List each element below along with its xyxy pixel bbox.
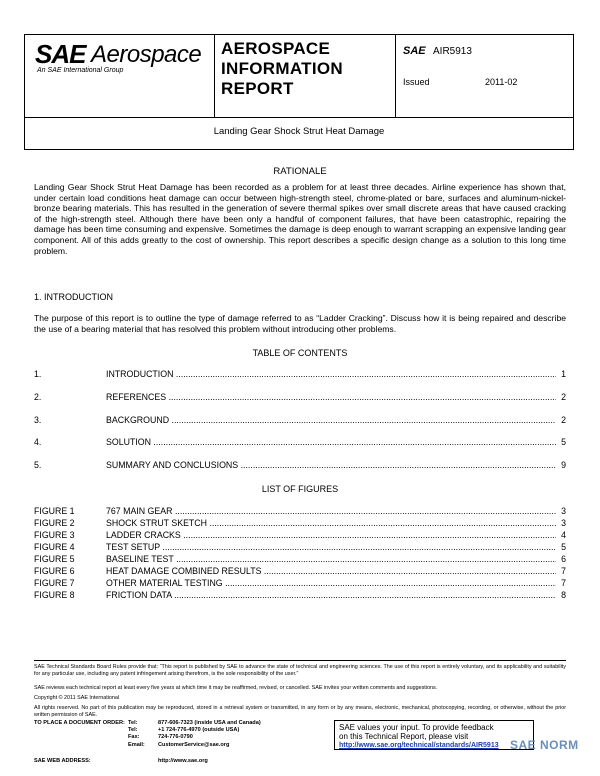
fax-value: 724-776-0790 xyxy=(158,734,193,741)
figure-entry-title: LADDER CRACKS ..... xyxy=(106,529,556,541)
toc-entry-title: INTRODUCTION ..... xyxy=(106,368,556,380)
header-divider xyxy=(395,35,396,117)
figure-entry-page: 7 xyxy=(561,566,566,576)
toc-entry[interactable] xyxy=(34,459,566,471)
footer-divider xyxy=(34,660,566,661)
fax-label: Fax: xyxy=(128,734,140,741)
issued-date: 2011-02 xyxy=(485,77,518,87)
feedback-link[interactable]: http://www.sae.org/technical/standards/AIR5913 xyxy=(339,742,499,749)
email-label: Email: xyxy=(128,741,145,748)
toc-entry-number: 3. xyxy=(34,415,42,425)
figures-heading: LIST OF FIGURES xyxy=(261,484,339,494)
figure-entry[interactable] xyxy=(34,529,566,541)
document-type-line: AEROSPACE xyxy=(221,39,331,58)
web-address-link[interactable]: http://www.sae.org xyxy=(158,758,208,764)
web-address-row xyxy=(34,758,91,765)
figure-entry-number: FIGURE 4 xyxy=(34,542,75,552)
toc-entry-title: SOLUTION ..... xyxy=(106,436,556,448)
toc-entry[interactable] xyxy=(34,391,566,403)
figure-entry-number: FIGURE 3 xyxy=(34,530,75,540)
order-label xyxy=(34,720,125,727)
footer-notice: SAE Technical Standards Board Rules provide that: “This report is published by SAE to advance the state of technical and engineering sciences. The use of this report is entirely voluntary, and its applicability and suitability for any particular use, including any patent infringement arising therefrom, is the sole responsibility of the user.” xyxy=(34,664,566,677)
rationale-text: Landing Gear Shock Strut Heat Damage has been recorded as a problem for at least three decades. Airline experience has shown that, under certain load conditions heat damage can occur between high-strength steel, chrome-plated or bare, surfaces and aluminum-nickel-bronze bearing materials. This has resulted in the generation of severe thermal spikes over small discrete areas that have caused cracking of the high-strength steel. Although there have been only a handful of component failures, that have been catastrophic, repairing the damage has been time consuming and expensive. Sometimes the damage is deep enough to warrant scrapping an expensive landing gear component. All of this adds greatly to the cost of ownership. This report describes a specific design change as a solution to this long time problem. xyxy=(34,182,566,256)
introduction-heading: 1. INTRODUCTION xyxy=(34,292,114,302)
document-type-line: REPORT xyxy=(221,79,294,98)
figure-entry-title: FRICTION DATA ..... xyxy=(106,589,556,601)
figure-entry-title: OTHER MATERIAL TESTING ..... xyxy=(106,577,556,589)
figure-entry-title: 767 MAIN GEAR ..... xyxy=(106,505,556,517)
web-address[interactable] xyxy=(158,758,208,765)
order-contact-values xyxy=(158,720,261,749)
watermark: SAE NORM xyxy=(510,738,579,752)
toc-entry[interactable] xyxy=(34,368,566,380)
figure-entry-title: TEST SETUP ..... xyxy=(106,541,556,553)
figure-entry-number: FIGURE 2 xyxy=(34,518,75,528)
toc-entry-page: 1 xyxy=(561,369,566,379)
toc-entry-title: REFERENCES ..... xyxy=(106,391,556,403)
figure-entry-number: FIGURE 5 xyxy=(34,554,75,564)
toc-entry-title: SUMMARY AND CONCLUSIONS ..... xyxy=(106,459,556,471)
document-title: Landing Gear Shock Strut Heat Damage xyxy=(24,118,574,150)
figure-entry-page: 3 xyxy=(561,506,566,516)
feedback-text-line: SAE values your input. To provide feedback xyxy=(339,723,494,732)
sae-logo: SAE xyxy=(35,39,86,69)
email-link[interactable]: CustomerService@sae.org xyxy=(158,741,230,748)
figure-entry-number: FIGURE 8 xyxy=(34,590,75,600)
toc-entry-number: 1. xyxy=(34,369,42,379)
toc-entry-number: 5. xyxy=(34,460,42,470)
figure-entry[interactable] xyxy=(34,541,566,553)
figure-entry[interactable] xyxy=(34,589,566,601)
web-address-label: SAE WEB ADDRESS: xyxy=(34,758,91,764)
figure-entry-page: 3 xyxy=(561,518,566,528)
figure-entry[interactable] xyxy=(34,577,566,589)
order-label-text: TO PLACE A DOCUMENT ORDER: xyxy=(34,720,125,726)
toc-entry[interactable] xyxy=(34,414,566,426)
tel2-label: Tel: xyxy=(128,727,138,734)
feedback-text-line: on this Technical Report, please visit xyxy=(339,732,469,741)
figure-entry-title: SHOCK STRUT SKETCH ..... xyxy=(106,517,556,529)
figure-entry[interactable] xyxy=(34,517,566,529)
toc-entry-page: 2 xyxy=(561,415,566,425)
footer-copyright: Copyright © 2011 SAE International xyxy=(34,695,120,701)
figure-entry-number: FIGURE 7 xyxy=(34,578,75,588)
header-divider xyxy=(214,35,215,117)
figure-entry[interactable] xyxy=(34,565,566,577)
document-type xyxy=(221,39,343,99)
introduction-text: The purpose of this report is to outline the type of damage referred to as “Ladder Cracking”. Discuss how it is being repaired and describe the use of a bearing material that has resolved this problem without introducing other problems. xyxy=(34,313,566,334)
figure-entry-page: 4 xyxy=(561,530,566,540)
footer-review-notice: SAE reviews each technical report at least every five years at which time it may be reaffirmed, revised, or cancelled. SAE invites your written comments and suggestions. xyxy=(34,685,438,691)
figure-entry-title: BASELINE TEST ..... xyxy=(106,553,556,565)
figure-entry-page: 5 xyxy=(561,542,566,552)
logo-subtitle: An SAE International Group xyxy=(37,67,124,74)
sae-mini-logo: SAE xyxy=(403,45,426,57)
footer-rights-notice: All rights reserved. No part of this publication may be reproduced, stored in a retrieval system or transmitted, in any form or by any means, electronic, mechanical, photocopying, recording, or otherwise, without the prior written permission of SAE. xyxy=(34,705,566,718)
rationale-heading: RATIONALE xyxy=(273,166,327,177)
issued-label: Issued xyxy=(403,77,430,87)
figure-entry-number: FIGURE 1 xyxy=(34,506,75,516)
aerospace-logo-text: Aerospace xyxy=(91,41,202,68)
document-number: AIR5913 xyxy=(433,46,472,57)
document-header xyxy=(24,34,574,118)
tel1-label: Tel: xyxy=(128,720,138,726)
figure-entry-page: 7 xyxy=(561,578,566,588)
order-contact-labels xyxy=(128,720,145,749)
toc-entry-page: 9 xyxy=(561,460,566,470)
tel2-value: +1 724-776-4970 (outside USA) xyxy=(158,727,240,734)
figure-entry[interactable] xyxy=(34,505,566,517)
feedback-box xyxy=(334,720,534,750)
figure-entry-title: HEAT DAMAGE COMBINED RESULTS ..... xyxy=(106,565,556,577)
document-type-line: INFORMATION xyxy=(221,59,343,78)
tel1-value: 877-606-7323 (inside USA and Canada) xyxy=(158,720,261,726)
toc-entry-page: 2 xyxy=(561,392,566,402)
toc-entry-title: BACKGROUND ..... xyxy=(106,414,556,426)
figure-entry-page: 6 xyxy=(561,554,566,564)
toc-entry[interactable] xyxy=(34,436,566,448)
toc-heading: TABLE OF CONTENTS xyxy=(252,348,348,358)
figure-entry[interactable] xyxy=(34,553,566,565)
toc-entry-number: 4. xyxy=(34,437,42,447)
figure-entry-page: 8 xyxy=(561,590,566,600)
figure-entry-number: FIGURE 6 xyxy=(34,566,75,576)
toc-entry-number: 2. xyxy=(34,392,42,402)
toc-entry-page: 5 xyxy=(561,437,566,447)
